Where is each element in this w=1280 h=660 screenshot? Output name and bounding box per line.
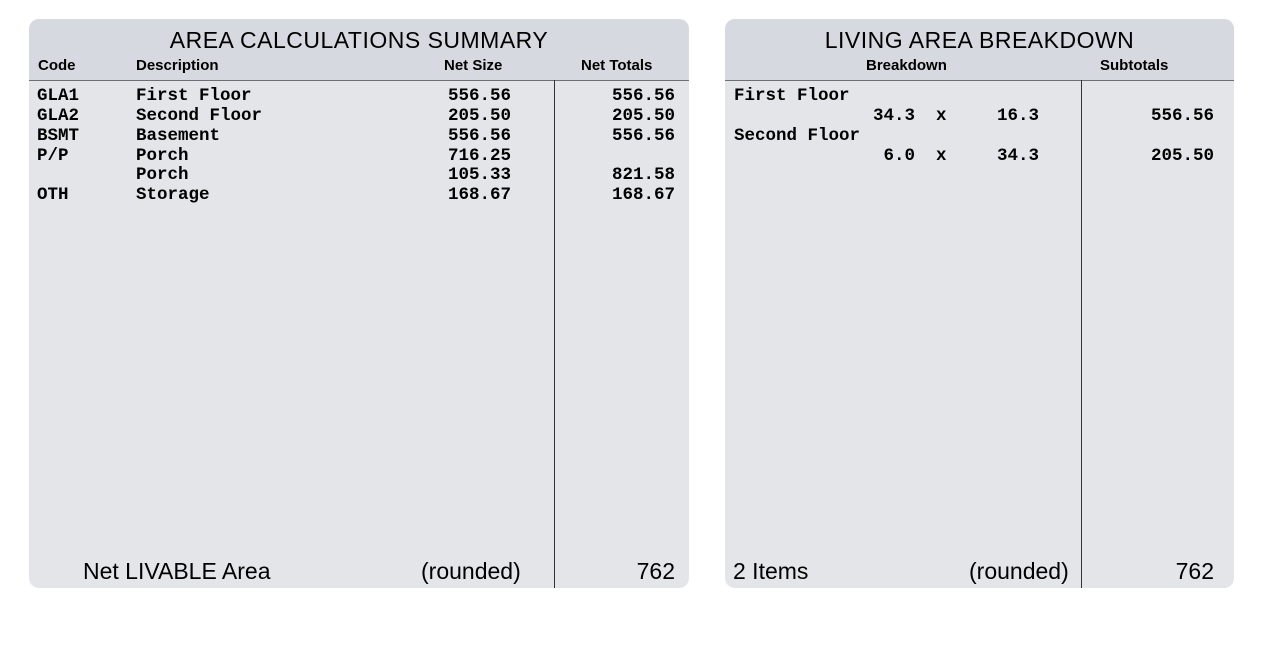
row-description: Porch — [136, 146, 189, 166]
row-net-size: 716.25 — [447, 146, 511, 166]
breakdown-header — [725, 19, 1234, 81]
net-livable-area-label: Net LIVABLE Area — [83, 558, 271, 584]
row-description: Porch — [136, 165, 189, 185]
rounded-label: (rounded) — [969, 558, 1069, 584]
row-code: GLA1 — [37, 86, 80, 106]
subtotals-column-header: Subtotals — [1100, 57, 1169, 74]
row-description: Second Floor — [136, 106, 263, 126]
dimension-2: 16.3 — [996, 106, 1039, 126]
living-area-breakdown-panel — [725, 19, 1234, 588]
row-net-total: 556.56 — [611, 126, 675, 146]
row-code: OTH — [37, 185, 69, 205]
row-description: First Floor — [136, 86, 252, 106]
row-code: GLA2 — [37, 106, 80, 126]
dimension-1: 6.0 — [883, 146, 915, 166]
section-label: Second Floor — [734, 126, 861, 146]
row-net-size: 168.67 — [447, 185, 511, 205]
section-label: First Floor — [734, 86, 850, 106]
column-divider — [1081, 80, 1082, 588]
row-net-size: 556.56 — [447, 126, 511, 146]
net-size-column-header: Net Size — [444, 57, 503, 74]
net-totals-column-header: Net Totals — [581, 57, 653, 74]
row-net-total: 205.50 — [611, 106, 675, 126]
row-net-total: 168.67 — [611, 185, 675, 205]
description-column-header: Description — [136, 57, 219, 74]
row-net-total: 556.56 — [611, 86, 675, 106]
row-description: Basement — [136, 126, 221, 146]
row-net-size: 205.50 — [447, 106, 511, 126]
breakdown-column-header: Breakdown — [866, 57, 947, 74]
summary-header — [29, 19, 689, 81]
dimension-1: 34.3 — [872, 106, 915, 126]
section-subtotal: 205.50 — [1150, 146, 1214, 166]
net-livable-area-total: 762 — [636, 558, 675, 584]
multiply-sign: x — [936, 146, 947, 166]
breakdown-total: 762 — [1175, 558, 1214, 584]
items-count: 2 Items — [733, 558, 809, 584]
row-net-size: 556.56 — [447, 86, 511, 106]
code-column-header: Code — [38, 57, 76, 74]
section-subtotal: 556.56 — [1150, 106, 1214, 126]
area-calculations-summary-panel — [29, 19, 689, 588]
column-divider — [554, 80, 555, 588]
row-code: P/P — [37, 146, 69, 166]
multiply-sign: x — [936, 106, 947, 126]
row-description: Storage — [136, 185, 210, 205]
row-net-size: 105.33 — [447, 165, 511, 185]
breakdown-title: LIVING AREA BREAKDOWN — [824, 27, 1135, 53]
dimension-2: 34.3 — [996, 146, 1039, 166]
summary-title: AREA CALCULATIONS SUMMARY — [169, 27, 549, 53]
rounded-label: (rounded) — [421, 558, 521, 584]
row-net-total: 821.58 — [611, 165, 675, 185]
row-code: BSMT — [37, 126, 80, 146]
